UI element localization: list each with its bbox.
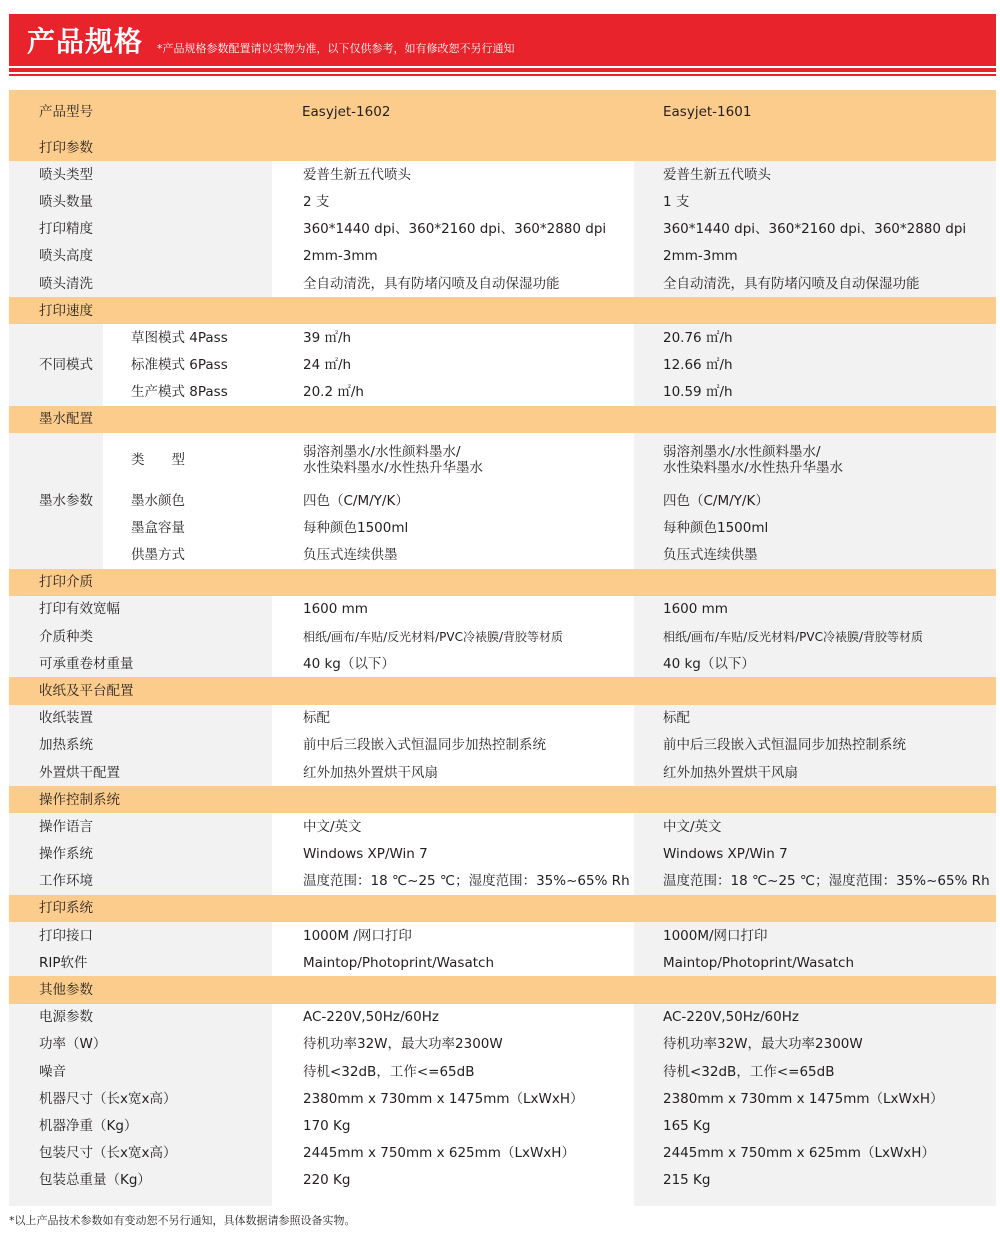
table-row [9,596,996,623]
row-label: 外置烘干配置 [9,759,273,786]
section-title: 收纸及平台配置 [9,677,273,704]
cell-b: 2380mm x 730mm x 1475mm（LxWxH） [634,1085,996,1112]
table-row [9,1112,996,1139]
cell-b: 40 kg（以下） [634,650,996,677]
model-a-header: Easyjet-1602 [273,90,634,134]
row-label: 可承重卷材重量 [9,650,273,677]
page-title: 产品规格 [27,25,144,58]
header-note: *产品规格参数配置请以实物为准，以下仅供参考，如有修改恕不另行通知 [157,42,515,55]
cell-b: 红外加热外置烘干风扇 [634,759,996,786]
table-row [9,270,996,297]
cell-a: 170 Kg [273,1112,634,1139]
cell-b: 中文/英文 [634,813,996,840]
section-title: 打印介质 [9,569,273,596]
table-row-spacer [9,1194,996,1206]
cell-a: Windows XP/Win 7 [273,841,634,868]
cell-b: Windows XP/Win 7 [634,841,996,868]
section-row [9,976,996,1003]
table-row [9,352,996,379]
cell-b: 相纸/画布/车贴/反光材料/PVC冷裱膜/背胶等材质 [634,623,996,650]
row-label: 类 型 [104,433,273,487]
cell-b: 四色（C/M/Y/K） [634,487,996,514]
cell-a: AC-220V,50Hz/60Hz [273,1004,634,1031]
header-divider [9,68,996,72]
table-row [9,188,996,215]
row-label: 收纸装置 [9,705,273,732]
cell-b: 20.76 ㎡/h [634,324,996,351]
table-row [9,324,996,351]
cell-b: 每种颜色1500ml [634,514,996,541]
section-row [9,569,996,596]
model-b-header: Easyjet-1601 [634,90,996,134]
cell-a: 每种颜色1500ml [273,514,634,541]
cell-a: 中文/英文 [273,813,634,840]
table-row [9,1004,996,1031]
cell-a: 2445mm x 750mm x 625mm（LxWxH） [273,1140,634,1167]
cell-a: 1600 mm [273,596,634,623]
cell-a: 爱普生新五代喷头 [273,161,634,188]
row-label: 喷头高度 [9,243,273,270]
row-label: 机器尺寸（长x宽x高） [9,1085,273,1112]
cell-b-line: 弱溶剂墨水/水性颜料墨水/ [663,444,821,461]
cell-b: 2mm-3mm [634,243,996,270]
table-row [9,868,996,895]
section-row [9,677,996,704]
cell-a: 1000M /网口打印 [273,922,634,949]
cell-a: 40 kg（以下） [273,650,634,677]
table-row [9,243,996,270]
cell-a: 待机功率32W，最大功率2300W [273,1031,634,1058]
table-row [9,1058,996,1085]
row-label: 喷头清洗 [9,270,273,297]
cell-a: 24 ㎡/h [273,352,634,379]
cell-a: 四色（C/M/Y/K） [273,487,634,514]
section-row [9,297,996,324]
cell-b: 待机<32dB，工作<=65dB [634,1058,996,1085]
row-label: 操作语言 [9,813,273,840]
row-label: 打印接口 [9,922,273,949]
cell-b: 12.66 ㎡/h [634,352,996,379]
cell-b: 165 Kg [634,1112,996,1139]
cell-b: 标配 [634,705,996,732]
cell-b: 360*1440 dpi、360*2160 dpi、360*2880 dpi [634,216,996,243]
row-label: RIP软件 [9,949,273,976]
section-title: 打印速度 [9,297,273,324]
cell-b-line: 水性染料墨水/水性热升华墨水 [663,460,844,477]
row-label: 电源参数 [9,1004,273,1031]
group-label: 墨水参数 [9,433,104,569]
section-title: 打印参数 [9,134,273,161]
row-label: 机器净重（Kg） [9,1112,273,1139]
cell-a: Maintop/Photoprint/Wasatch [273,949,634,976]
cell-b: 前中后三段嵌入式恒温同步加热控制系统 [634,732,996,759]
row-label: 墨盒容量 [104,514,273,541]
table-row [9,759,996,786]
cell-b: 温度范围：18 ℃~25 ℃；湿度范围：35%~65% Rh [634,868,996,895]
row-label: 包装尺寸（长x宽x高） [9,1140,273,1167]
row-label: 包装总重量（Kg） [9,1167,273,1194]
table-header-row [9,90,996,134]
table-row [9,487,996,514]
row-label: 噪音 [9,1058,273,1085]
cell-b: AC-220V,50Hz/60Hz [634,1004,996,1031]
section-title: 墨水配置 [9,406,273,433]
cell-b: 全自动清洗，具有防堵闪喷及自动保湿功能 [634,270,996,297]
cell-b: 待机功率32W，最大功率2300W [634,1031,996,1058]
row-label: 喷头数量 [9,188,273,215]
spec-table [9,90,997,1206]
cell-b: 1000M/网口打印 [634,922,996,949]
cell-a: 温度范围：18 ℃~25 ℃；湿度范围：35%~65% Rh [273,868,634,895]
row-label: 打印有效宽幅 [9,596,273,623]
row-label: 草图模式 4Pass [104,324,273,351]
cell-b: 1 支 [634,188,996,215]
cell-b: 负压式连续供墨 [634,541,996,568]
table-row [9,841,996,868]
header-divider-thin [9,74,996,76]
cell-a: 2mm-3mm [273,243,634,270]
cell-b: 10.59 ㎡/h [634,379,996,406]
table-row [9,705,996,732]
section-row [9,895,996,922]
table-row [9,922,996,949]
cell-b: Maintop/Photoprint/Wasatch [634,949,996,976]
table-row [9,1140,996,1167]
row-label: 功率（W） [9,1031,273,1058]
cell-b: 2445mm x 750mm x 625mm（LxWxH） [634,1140,996,1167]
table-row [9,650,996,677]
cell-a [273,433,634,487]
cell-a: 前中后三段嵌入式恒温同步加热控制系统 [273,732,634,759]
cell-a: 220 Kg [273,1167,634,1194]
table-row [9,813,996,840]
cell-a-line: 水性染料墨水/水性热升华墨水 [303,460,484,477]
row-label: 生产模式 8Pass [104,379,273,406]
section-title: 其他参数 [9,976,273,1003]
cell-a: 相纸/画布/车贴/反光材料/PVC冷裱膜/背胶等材质 [273,623,634,650]
section-title: 操作控制系统 [9,786,273,813]
cell-b: 215 Kg [634,1167,996,1194]
row-label: 墨水颜色 [104,487,273,514]
row-label: 标准模式 6Pass [104,352,273,379]
row-label: 打印精度 [9,216,273,243]
row-label: 加热系统 [9,732,273,759]
table-row [9,1167,996,1194]
column-label: 产品型号 [9,90,273,134]
table-row [9,732,996,759]
row-label: 操作系统 [9,841,273,868]
section-row [9,786,996,813]
table-row [9,949,996,976]
table-row [9,623,996,650]
cell-a: 2 支 [273,188,634,215]
table-row [9,514,996,541]
cell-a: 标配 [273,705,634,732]
cell-b [634,433,996,487]
row-label: 供墨方式 [104,541,273,568]
row-label: 介质种类 [9,623,273,650]
cell-a-line: 弱溶剂墨水/水性颜料墨水/ [303,444,461,461]
section-row [9,134,996,161]
cell-a: 20.2 ㎡/h [273,379,634,406]
section-row [9,406,996,433]
table-row [9,1085,996,1112]
cell-a: 负压式连续供墨 [273,541,634,568]
table-row [9,541,996,568]
group-label: 不同模式 [9,324,104,406]
cell-a: 红外加热外置烘干风扇 [273,759,634,786]
cell-a: 待机<32dB，工作<=65dB [273,1058,634,1085]
table-row [9,216,996,243]
row-label: 工作环境 [9,868,273,895]
cell-a: 全自动清洗，具有防堵闪喷及自动保湿功能 [273,270,634,297]
table-row [9,161,996,188]
footnote: *以上产品技术参数如有变动恕不另行通知，具体数据请参照设备实物。 [9,1214,356,1227]
page-header [9,14,996,66]
section-title: 打印系统 [9,895,273,922]
cell-b: 1600 mm [634,596,996,623]
table-row [9,1031,996,1058]
cell-a: 39 ㎡/h [273,324,634,351]
table-row [9,379,996,406]
row-label: 喷头类型 [9,161,273,188]
table-row [9,433,996,487]
cell-a: 2380mm x 730mm x 1475mm（LxWxH） [273,1085,634,1112]
cell-a: 360*1440 dpi、360*2160 dpi、360*2880 dpi [273,216,634,243]
cell-b: 爱普生新五代喷头 [634,161,996,188]
